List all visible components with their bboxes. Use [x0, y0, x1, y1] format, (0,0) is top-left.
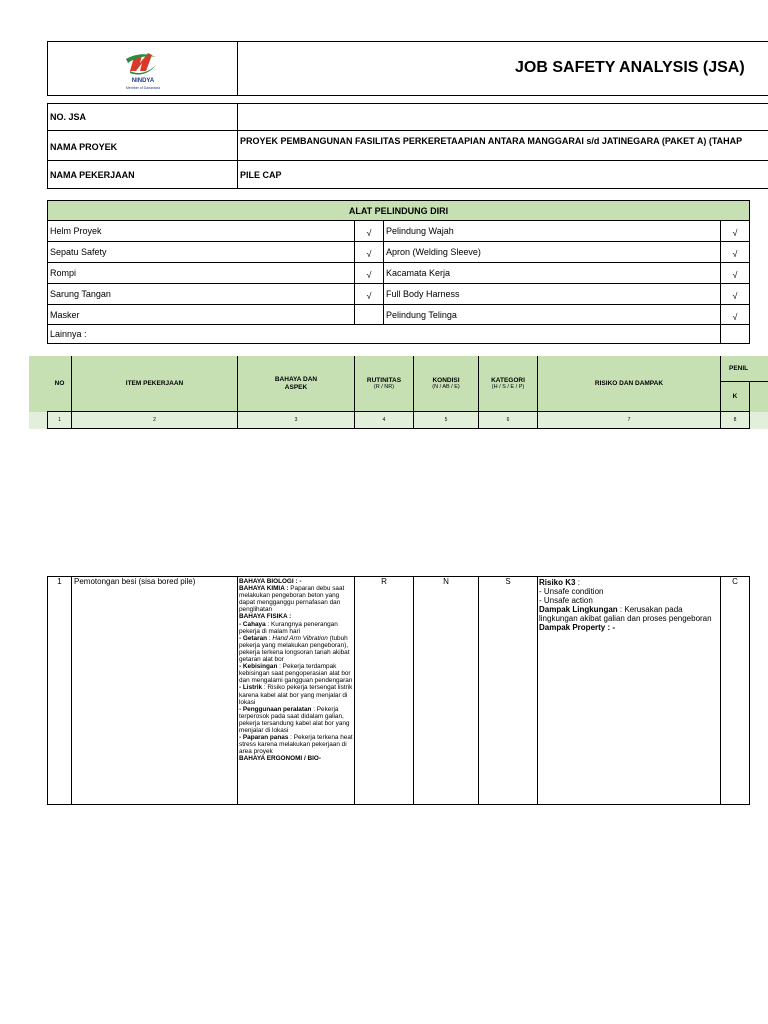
bahaya-getaran-text-2: (tubuh pekerja yang melakukan pengeboran), pekerja terkena longsoran tanah akibat getaran alat bor	[239, 634, 350, 664]
bahaya-cahaya-text: : Kurangnya penerangan pekerja di malam hari	[239, 620, 338, 635]
col-header-rutinitas-label: RUTINITAS	[366, 376, 402, 384]
apd-right-item: Pelindung Telinga	[383, 304, 721, 325]
apd-right-check: √	[720, 283, 750, 305]
bahaya-fisika: BAHAYA FISIKA :	[239, 613, 292, 621]
risiko-property-label: Dampak Property	[539, 623, 606, 632]
col-number: 7	[537, 411, 721, 429]
col-header-bahaya-line1: BAHAYA DAN	[274, 376, 318, 384]
apd-right-item: Kacamata Kerja	[383, 262, 721, 284]
col-number: 2	[71, 411, 238, 429]
info-value-no-jsa	[237, 103, 768, 131]
apd-lainnya-check	[720, 324, 750, 344]
bahaya-ergonomi: BAHAYA ERGONOMI / BIO-	[239, 755, 322, 763]
info-label-no-jsa: NO. JSA	[47, 103, 238, 131]
row-item: Pemotongan besi (sisa bored pile)	[71, 576, 238, 805]
row-rutinitas: R	[354, 576, 414, 805]
col-header-item-label: ITEM PEKERJAAN	[125, 379, 184, 387]
bahaya-getaran-text-1: :	[267, 634, 273, 642]
col-header-rutinitas-sub: (R / NR)	[373, 384, 395, 391]
apd-right-check: √	[720, 262, 750, 284]
bahaya-panas-text: : Pekerja terkena heat stress karena melakukan pekerjaan di area proyek	[239, 734, 353, 756]
col-header-kondisi	[413, 356, 479, 412]
col-number: 4	[354, 411, 414, 429]
apd-lainnya: Lainnya :	[47, 324, 721, 344]
row-no: 1	[47, 576, 72, 805]
bahaya-kimia-label: BAHAYA KIMIA :	[239, 585, 289, 593]
bahaya-panas-label: - Paparan panas	[239, 734, 289, 742]
apd-right-item: Apron (Welding Sleeve)	[383, 241, 721, 263]
apd-right-item: Full Body Harness	[383, 283, 721, 305]
row-kondisi: N	[413, 576, 479, 805]
col-header-kondisi-sub: (N / AB / E)	[432, 384, 460, 391]
bahaya-cahaya-label: - Cahaya	[239, 620, 266, 628]
bahaya-getaran-label: - Getaran	[239, 634, 268, 642]
col-number: 5	[413, 411, 479, 429]
col-header-kategori	[478, 356, 538, 412]
col-number: 3	[237, 411, 355, 429]
nindya-logo-icon	[96, 49, 191, 93]
row-bahaya	[237, 576, 355, 805]
col-header-penil	[720, 356, 768, 382]
apd-left-check: √	[354, 220, 384, 242]
risiko-k3-colon: :	[575, 578, 580, 587]
apd-left-check: √	[354, 262, 384, 284]
col-number: 6	[478, 411, 538, 429]
header-logo-cell	[47, 41, 238, 96]
risiko-lingkungan-label: Dampak Lingkungan	[539, 605, 618, 614]
risiko-k3-line: - Unsafe condition	[539, 587, 604, 596]
risiko-k3-line: - Unsafe action	[539, 596, 593, 605]
info-value-nama-pekerjaan: PILE CAP	[237, 160, 768, 189]
col-header-kondisi-label: KONDISI	[432, 376, 460, 384]
apd-right-check: √	[720, 304, 750, 325]
row-k: C	[720, 576, 750, 805]
bahaya-kimia-text: Paparan debu saat melakukan pengeboran beton yang dapat mengganggu pernafasan dan penglihatan	[239, 585, 345, 614]
bahaya-getaran-italic: Hand Arm Vibration	[272, 634, 328, 642]
info-value-nama-proyek: PROYEK PEMBANGUNAN FASILITAS PERKERETAAPIAN ANTARA MANGGARAI s/d JATINEGARA (PAKET A) (TAHAP	[237, 130, 768, 161]
row-kategori: S	[478, 576, 538, 805]
apd-title: ALAT PELINDUNG DIRI	[47, 200, 750, 221]
apd-left-check: √	[354, 241, 384, 263]
col-header-no-label: NO	[54, 380, 65, 388]
bahaya-bio: BAHAYA BIOLOGI : -	[239, 578, 302, 585]
col-header-bahaya	[237, 356, 355, 412]
col-header-penil-label: PENIL	[729, 364, 749, 372]
bahaya-kebisingan-text: : Pekerja terdampak kebisingan saat pengoperasian alat bor dan mengalami gangguan pendengaran	[239, 663, 353, 685]
company-logo	[96, 49, 191, 93]
bahaya-peralatan-text: : Pekerja terperosok pada saat didalam galian, pekerja tersandung kabel alat bor yang menjalar di lokasi	[239, 705, 350, 734]
apd-right-check: √	[720, 241, 750, 263]
apd-left-item: Sarung Tangan	[47, 283, 355, 305]
risiko-lingkungan-text: : Kerusakan pada lingkungan akibat galian dan proses pengeboran	[539, 605, 712, 623]
apd-right-check: √	[720, 220, 750, 242]
apd-left-item: Rompi	[47, 262, 355, 284]
bahaya-listrik-text: : Risiko pekerja tersengat listrik karena kabel alat bor yang menjalar di lokasi	[239, 684, 353, 706]
risiko-property-text: : -	[605, 623, 616, 632]
col-header-bahaya-line2: ASPEK	[284, 383, 308, 391]
row-risiko	[537, 576, 721, 805]
col-header-k	[720, 381, 750, 412]
bahaya-listrik-label: - Listrik	[239, 684, 263, 692]
apd-right-item: Pelindung Wajah	[383, 220, 721, 242]
apd-left-item: Helm Proyek	[47, 220, 355, 242]
col-header-item	[71, 356, 238, 412]
bahaya-kebisingan-label: - Kebisingan	[239, 663, 278, 671]
col-header-risiko	[537, 356, 721, 412]
col-header-rutinitas	[354, 356, 414, 412]
bahaya-peralatan-label: - Penggunaan peralatan	[239, 705, 312, 713]
col-number: 8	[720, 411, 750, 429]
page-title: JOB SAFETY ANALYSIS (JSA)	[515, 59, 745, 76]
apd-left-item: Masker	[47, 304, 355, 325]
apd-left-check	[354, 304, 384, 325]
col-number: 1	[47, 411, 72, 429]
logo-subtext: Member of Danantara	[125, 86, 161, 90]
apd-left-check: √	[354, 283, 384, 305]
apd-left-item: Sepatu Safety	[47, 241, 355, 263]
header-title-cell	[237, 41, 768, 96]
info-label-nama-pekerjaan: NAMA PEKERJAAN	[47, 160, 238, 189]
col-header-kategori-sub: (H / S / E / P)	[491, 384, 525, 391]
info-label-nama-proyek: NAMA PROYEK	[47, 130, 238, 161]
col-header-k-label: K	[732, 392, 738, 400]
logo-text: NINDYA	[131, 78, 155, 84]
col-header-kategori-label: KATEGORI	[491, 376, 525, 384]
col-header-no	[47, 356, 72, 412]
col-header-risiko-label: RISIKO DAN DAMPAK	[594, 379, 664, 387]
risiko-k3-label: Risiko K3	[539, 578, 576, 587]
